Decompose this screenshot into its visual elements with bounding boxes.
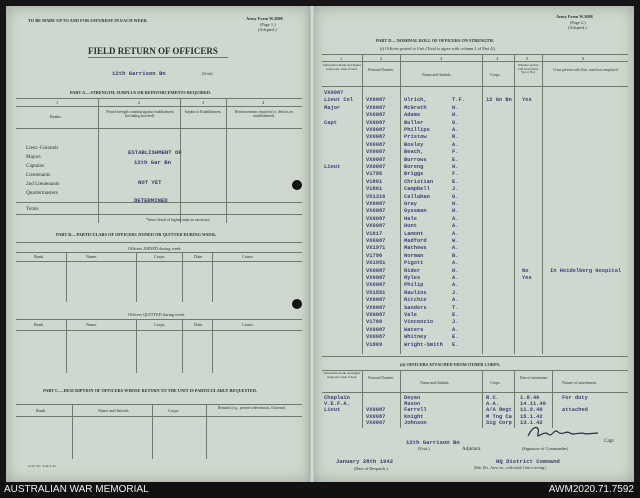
att-head-date: Date of attachment. <box>519 376 549 380</box>
punch-hole <box>292 180 302 190</box>
roll-initials: E. <box>452 178 459 185</box>
roll-number: VX1971 <box>366 245 386 252</box>
att-date: 11.9.40 <box>520 407 543 414</box>
roll-number: VX0087 <box>366 326 386 333</box>
roll-number: VX0087 <box>366 238 386 244</box>
roll-initials: A. <box>452 141 459 148</box>
roll-name: Boreng <box>404 164 424 170</box>
col-num-3: 3 <box>202 100 205 105</box>
rank-captain: Captains <box>26 163 45 169</box>
roll-initials: T. <box>452 304 459 311</box>
d-col-num-1: 1 <box>340 56 343 61</box>
roll-number: V1861 <box>366 186 383 193</box>
d-col-num-3: 3 <box>440 56 443 61</box>
unit-typed: 12th Garrison Bn <box>112 70 166 77</box>
roll-rank: Lieut Col <box>324 97 354 104</box>
rank-lieutenant: Lieutenants <box>26 172 51 178</box>
roll-initials: A. <box>452 297 459 304</box>
att-date: 15.1.42 <box>520 413 543 420</box>
roll-name: Mathews <box>404 245 427 252</box>
roll-number: VX0087 <box>366 119 386 126</box>
d-head-number: Personal Number. <box>368 68 394 72</box>
roll-initials: A. <box>452 282 459 289</box>
roll-name: Adams <box>404 112 421 119</box>
roll-name: Burrows <box>404 156 427 163</box>
roll-name: Beach, <box>404 149 424 156</box>
d-col-num-4: 4 <box>496 56 499 61</box>
roll-rank: Lieut <box>324 164 341 170</box>
att-corps: A/A Regt <box>486 407 512 414</box>
roll-name: Buller <box>404 119 424 126</box>
roll-number: VX0087 <box>366 304 386 311</box>
roll-corps: 12 Gn Bn <box>486 97 512 104</box>
destination-label: (Bde, Div., Area, etc., with which Unit is serving.) <box>474 466 547 470</box>
roll-number: V1801 <box>366 178 383 185</box>
rank-lt-col: Lieut.-Colonels <box>26 145 59 151</box>
form-number-right: Army Form W.3008 <box>556 14 593 19</box>
roll-initials: E. <box>452 341 459 348</box>
col-ranks-head: Ranks. <box>50 114 62 119</box>
att-name: Deyan <box>404 395 421 401</box>
roll-number: VX0087 <box>366 208 386 215</box>
roll-number: V1796 <box>366 252 383 259</box>
roll-rank: VX0087 <box>324 90 344 96</box>
roll-name: Sanders <box>404 304 427 311</box>
att-corps: Sig Corp <box>486 419 512 426</box>
roll-name: Briggs <box>404 171 424 178</box>
attached-heading: (ii) OFFICERS ATTACHED FROM OTHER CORPS. <box>400 362 501 367</box>
att-date: 13.1.42 <box>520 419 543 426</box>
roll-initials: H. <box>452 208 459 215</box>
typed-estab-1: ESTABLISHMENT OF <box>128 149 182 156</box>
typed-estab-3: NOT YET <box>138 179 162 186</box>
col-surplus-head: Surplus to Establishment. <box>184 110 222 114</box>
quitted-col-cause: Cause. <box>242 322 254 327</box>
roll-initials: H. <box>452 112 459 119</box>
roll-initials: A. <box>452 245 459 252</box>
att-name: Johnson <box>404 419 427 426</box>
roll-initials: R. <box>452 134 459 141</box>
att-head-nature: Nature of attachment. <box>562 380 597 385</box>
footnote-a: *Insert detail of higher ranks as necessary. <box>146 218 211 222</box>
joined-title: Officers JOINED during week. <box>128 246 182 251</box>
header-instruction: TO BE MADE UP TO AND FOR SATURDAY IN EACH WEEK. <box>28 18 148 23</box>
roll-number: VX0087 <box>366 156 386 163</box>
roll-initials: H. <box>452 164 459 170</box>
roll-initials: G. <box>452 119 459 126</box>
despatch-date-typed: January 28th 1942 <box>336 458 394 465</box>
col-posted-head: Posted strength counting against establishment (including attached). <box>106 110 174 118</box>
col-num-1: 1 <box>56 100 59 105</box>
roll-name: Vale <box>404 312 417 318</box>
d-col-num-6: 6 <box>582 56 585 61</box>
d-col-num-5: 5 <box>526 56 529 61</box>
att-number: VX0087 <box>366 407 386 414</box>
att-number: VX0087 <box>366 419 386 426</box>
destination-typed: HQ District Command <box>496 458 560 465</box>
roll-initials: E. <box>452 312 459 318</box>
roll-name: Ryles <box>404 275 421 281</box>
joined-col-bank: Bank. <box>34 254 45 259</box>
att-corps: R.C. <box>486 395 499 401</box>
roll-number: VX1951 <box>366 260 386 267</box>
att-name: Mason <box>404 401 421 408</box>
right-page <box>314 6 634 482</box>
rank-2nd-lieutenant: 2nd Lieutenants <box>26 181 60 187</box>
d-head-yesno: Whether second with Unit (Enter Yes or No) <box>517 63 539 75</box>
att-date: 1.8.40 <box>520 395 540 401</box>
roll-number: VX0087 <box>366 334 386 341</box>
roll-name: McGrath <box>404 104 427 111</box>
roll-initials: H. <box>452 201 459 207</box>
roll-initials: A. <box>452 223 459 230</box>
col-num-4: 4 <box>262 100 265 105</box>
roll-initials: B. <box>452 252 459 259</box>
att-name: Knight <box>404 413 424 420</box>
roll-name: Campbell <box>404 186 430 193</box>
col-reinf-head: Reinforcements required (i.e. deficits on establishment). <box>234 110 294 118</box>
roll-initials: T.F. <box>452 97 465 104</box>
roll-yes-no: No <box>522 267 529 274</box>
punch-hole <box>292 299 302 309</box>
roll-initials: H. <box>452 104 459 111</box>
typed-estab-2: 12th Gar Bn <box>134 159 171 166</box>
roll-name: Pristow <box>404 134 427 141</box>
roll-name: Gyssman <box>404 208 427 215</box>
roll-number: V1809 <box>366 341 383 348</box>
capt-label: Capt <box>604 438 614 444</box>
roll-initials: A. <box>452 215 459 222</box>
page-number: (Page 1.) <box>260 22 276 27</box>
roll-initials: E. <box>452 334 459 341</box>
roll-initials: E. <box>452 156 459 163</box>
part-a-heading: PART A.—STRENGTH, SURPLUS OR REINFORCEMENTS REQUIRED. <box>70 90 212 95</box>
roll-yes-no: Yes <box>522 97 532 104</box>
roll-name: Norman <box>404 252 424 259</box>
roll-number: VX0087 <box>366 275 386 281</box>
att-head-corps: Corps. <box>490 380 501 385</box>
roll-number: VX1316 <box>366 193 386 200</box>
roll-initials: F. <box>452 149 459 156</box>
att-head-rank: Substantive Rank and higher temporary rank, if held. <box>323 371 361 379</box>
att-corps: A.A. <box>486 401 499 408</box>
signature-label: (Signature of Commander) <box>522 446 569 451</box>
page-title: FIELD RETURN OF OFFICERS <box>88 46 218 56</box>
roll-initials: J. <box>452 289 459 296</box>
att-nature: For duty <box>562 395 588 401</box>
att-head-number: Personal Number. <box>368 376 394 380</box>
roll-name: Whitney <box>404 334 427 341</box>
roll-name: Rawlins <box>404 289 427 296</box>
adopted-label-right: (Adopted.) <box>568 25 587 30</box>
roll-number: VX0087 <box>366 149 386 156</box>
totals-label: Totals <box>26 206 39 212</box>
adopted-label: (Adopted.) <box>258 27 277 32</box>
d-head-employed: If not present with Unit, state how employed. <box>553 68 619 72</box>
part-d-sub: (i) Officers posted to Unit (Total to agree with column 2 of Part A). <box>380 46 496 51</box>
roll-number: VX0087 <box>366 201 386 207</box>
roll-rank: Major <box>324 104 341 111</box>
roll-number: VX0087 <box>366 223 386 230</box>
roll-initials: A. <box>452 230 459 237</box>
printer-code: A.W. No. 3/42-5-42 <box>28 464 56 468</box>
roll-number: VX0087 <box>366 164 386 170</box>
roll-initials: J. <box>452 319 459 326</box>
roll-name: Rider <box>404 267 421 274</box>
unit-typed-right: 12th Garrison Bn <box>406 439 460 446</box>
roll-number: VX0087 <box>366 215 386 222</box>
roll-initials: A. <box>452 275 459 281</box>
roll-name: Hunt <box>404 223 417 230</box>
roll-name: Pigott <box>404 260 424 267</box>
archive-name: AUSTRALIAN WAR MEMORIAL <box>4 484 149 495</box>
roll-number: VX1551 <box>366 289 386 296</box>
d-head-corps: Corps. <box>490 72 501 77</box>
unit-label-right: (Unit.) <box>418 446 430 451</box>
att-date: 14.11.40 <box>520 401 546 408</box>
att-nature: attached <box>562 407 588 414</box>
form-number: Army Form W.3008 <box>246 16 283 21</box>
att-rank: V.E.F.A. <box>324 401 350 408</box>
archive-footer <box>0 482 640 498</box>
roll-initials: G. <box>452 193 459 200</box>
part-c-heading: PART C.—DESCRIPTION OF OFFICERS WHOSE RETURN TO THE UNIT IS PARTICULARLY REQUESTED. <box>42 388 258 393</box>
roll-number: VX0087 <box>366 312 386 318</box>
d-head-rank: Substantive Rank and higher temporary rank, if held. <box>323 63 361 71</box>
roll-name: Waters <box>404 326 424 333</box>
roll-initials: F. <box>452 171 459 178</box>
roll-number: VX0087 <box>366 297 386 304</box>
roll-name: Madford <box>404 238 427 244</box>
roll-name: Hale <box>404 215 417 222</box>
roll-initials: J. <box>452 186 459 193</box>
roll-name: Ritchie <box>404 297 427 304</box>
rank-quartermaster: Quartermasters <box>26 190 58 196</box>
att-number: VX0087 <box>366 413 386 420</box>
roll-number: VX0087 <box>366 267 386 274</box>
quitted-col-corps: Corps. <box>154 322 166 327</box>
unit-label: (Unit) <box>202 71 213 76</box>
quitted-col-name: Name. <box>86 322 98 327</box>
despatch-date-label: (Date of Despatch.) <box>354 466 388 471</box>
roll-name: Phillips <box>404 127 430 133</box>
roll-number: VX0087 <box>366 282 386 289</box>
roll-number: V1795 <box>366 171 383 178</box>
quitted-col-date: Date. <box>194 322 204 327</box>
c-col-rank: Rank. <box>36 408 47 413</box>
commander-signature <box>524 422 604 442</box>
att-name: Farrell <box>404 407 427 414</box>
roll-name: Vincenzio <box>404 319 434 326</box>
roll-initials: H. <box>452 267 459 274</box>
roll-number: VX0087 <box>366 112 386 119</box>
col-num-2: 2 <box>138 100 141 105</box>
roll-number: VX0087 <box>366 127 386 133</box>
c-col-corps: Corps. <box>168 408 180 413</box>
roll-employment: In Heidelberg Hospital <box>550 267 622 274</box>
adjutant-label: Adjutant. <box>462 446 482 452</box>
accession-number: AWM2020.71.7592 <box>548 484 634 495</box>
quitted-title: Officers QUITTED during week. <box>128 312 186 317</box>
rank-major: Majors <box>26 154 41 160</box>
joined-col-cause: Cause. <box>242 254 254 259</box>
d-head-name: Name and Initials. <box>422 72 452 77</box>
roll-initials: A. <box>452 326 459 333</box>
page-number-right: (Page 2.) <box>570 20 586 25</box>
roll-name: Bosley <box>404 141 424 148</box>
roll-name: Wright-Smith <box>404 341 443 348</box>
roll-initials: W. <box>452 238 459 244</box>
roll-name: Philip <box>404 282 424 289</box>
att-rank: Chaplain <box>324 395 350 401</box>
d-col-num-2: 2 <box>380 56 383 61</box>
joined-col-name: Name. <box>86 254 98 259</box>
joined-col-corps: Corps. <box>154 254 166 259</box>
roll-number: VX0087 <box>366 104 386 111</box>
roll-name: Ulrich, <box>404 97 427 104</box>
roll-rank: Capt <box>324 119 337 126</box>
roll-name: Lamont <box>404 230 424 237</box>
roll-number: VX0087 <box>366 141 386 148</box>
roll-number: VX0087 <box>366 134 386 141</box>
quitted-col-bank: Bank. <box>34 322 45 327</box>
joined-col-date: Date. <box>194 254 204 259</box>
part-d-heading: PART D.—NOMINAL ROLL OF OFFICERS ON STRENGTH. <box>376 38 494 43</box>
roll-number: V1768 <box>366 319 383 326</box>
roll-name: Gray <box>404 201 417 207</box>
att-rank: Lieut <box>324 407 341 414</box>
part-b-heading: PART B.—PARTICULARS OF OFFICERS JOINED OR QUITTED DURING WEEK. <box>56 232 217 237</box>
att-head-name: Name and Initials. <box>420 380 450 385</box>
typed-estab-4: DETERMINED <box>134 197 168 204</box>
roll-number: VX0087 <box>366 97 386 104</box>
roll-name: Christian <box>404 178 434 185</box>
roll-initials: A. <box>452 260 459 267</box>
c-col-remarks: Remarks (e.g., present whereabouts, if known). <box>218 406 287 410</box>
c-col-name: Name and Initials. <box>98 408 130 413</box>
roll-number: V1817 <box>366 230 383 237</box>
roll-yes-no: Yes <box>522 275 532 281</box>
roll-name: Callahan <box>404 193 430 200</box>
left-page <box>6 6 310 482</box>
roll-initials: A. <box>452 127 459 133</box>
att-corps: M Tng Ca <box>486 413 512 420</box>
